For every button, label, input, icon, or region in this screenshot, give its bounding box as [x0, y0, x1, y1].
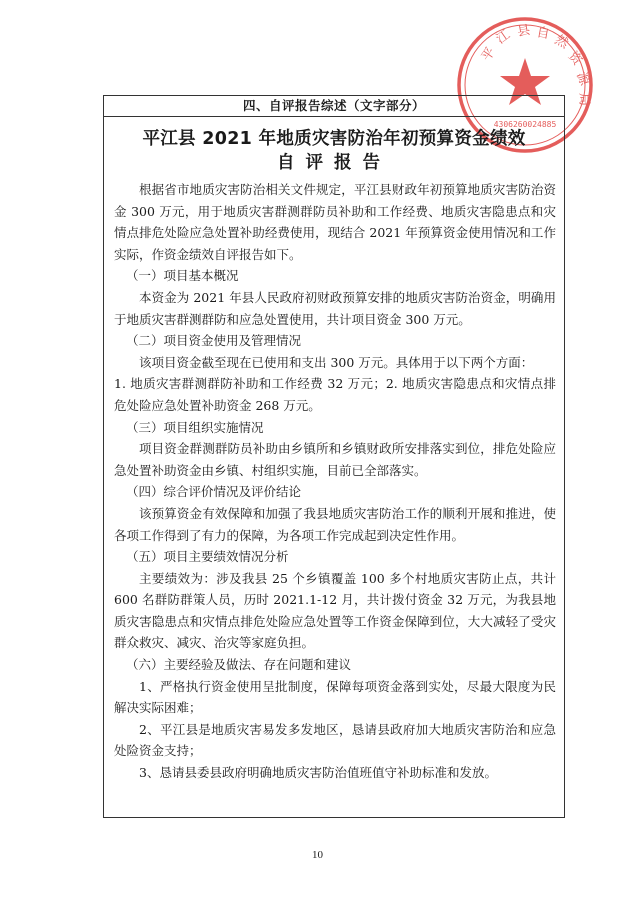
section-body-3: 项目资金群测群防员补助由乡镇所和乡镇财政所安排落实到位，排危处险应急处置补助资金由乡镇、村组织实施，目前已全部落实。 — [114, 441, 556, 478]
report-body — [104, 179, 564, 784]
section-body-5: 主要绩效为：涉及我县 25 个乡镇覆盖 100 多个村地质灾害防止点，共计 600 名群防群策人员，历时 2021.1-12 月，共计拨付资金 32 万元，为我县地质灾害隐患点和灾情点排危处险应急处置等工作资金保障到位，大大减轻了受灾群众救灾、减灾、治灾等家庭负担。 — [114, 570, 556, 651]
report-title: 平江县 2021 年地质灾害防治年初预算资金绩效 — [142, 129, 526, 149]
svg-text:自: 自 — [535, 25, 551, 43]
section-heading-5: （五）项目主要绩效情况分析 — [126, 549, 289, 565]
report-frame — [103, 95, 565, 818]
section-body-2b: 1. 地质灾害群测群防补助和工作经费 32 万元；2. 地质灾害隐患点和灾情点排危处险应急处置补助资金 268 万元。 — [114, 376, 556, 413]
svg-text:然: 然 — [552, 32, 571, 52]
svg-text:局: 局 — [576, 92, 592, 107]
svg-text:江: 江 — [493, 27, 513, 48]
section-heading-2: （二）项目资金使用及管理情况 — [126, 333, 302, 349]
section-body-4: 该预算资金有效保障和加强了我县地质灾害防治工作的顺利开展和推进，使各项工作得到了有力的保障，为各项工作完成起到决定性作用。 — [114, 505, 556, 543]
section-header: 四、自评报告综述（文字部分） — [104, 96, 564, 117]
report-subtitle: 自评报告 — [277, 153, 391, 173]
section-heading-3: （三）项目组织实施情况 — [126, 419, 264, 435]
recommendation-item-3: 3、恳请县委县政府明确地质灾害防治值班值守补助标准和发放。 — [139, 765, 497, 781]
intro-paragraph: 根据省市地质灾害防治相关文件规定，平江县财政年初预算地质灾害防治资金 300 万元，用于地质灾害群测群防员补助和工作经费、地质灾害隐患点和灾情点排危处险应急处置补助经费使用，现结合 2021 年预算资金使用情况和工作实际，作资金绩效自评报告如下。 — [114, 182, 556, 262]
section-heading-1: （一）项目基本概况 — [126, 268, 239, 284]
svg-text:源: 源 — [573, 70, 592, 88]
section-heading-4: （四）综合评价情况及评价结论 — [126, 484, 302, 500]
page-number: 10 — [312, 849, 323, 861]
svg-text:资: 资 — [564, 48, 585, 69]
recommendation-item-2: 2、平江县是地质灾害易发多发地区，恳请县政府加大地质灾害防治和应急处险资金支持； — [114, 721, 556, 759]
section-body-2a: 该项目资金截至现在已使用和支出 300 万元。具体用于以下两个方面： — [139, 354, 534, 370]
recommendation-item-1: 1、严格执行资金使用呈批制度，保障每项资金落到实处，尽最大限度为民解决实际困难； — [114, 678, 556, 716]
section-heading-6: （六）主要经验及做法、存在问题和建议 — [126, 657, 352, 673]
svg-text:平: 平 — [478, 45, 499, 65]
svg-text:4306260024885: 4306260024885 — [493, 120, 557, 129]
section-body-1: 本资金为 2021 年县人民政府初财政预算安排的地质灾害防治资金，明确用于地质灾害群测群防和应急处置使用，共计项目资金 300 万元。 — [114, 289, 556, 327]
svg-text:县: 县 — [516, 22, 532, 40]
